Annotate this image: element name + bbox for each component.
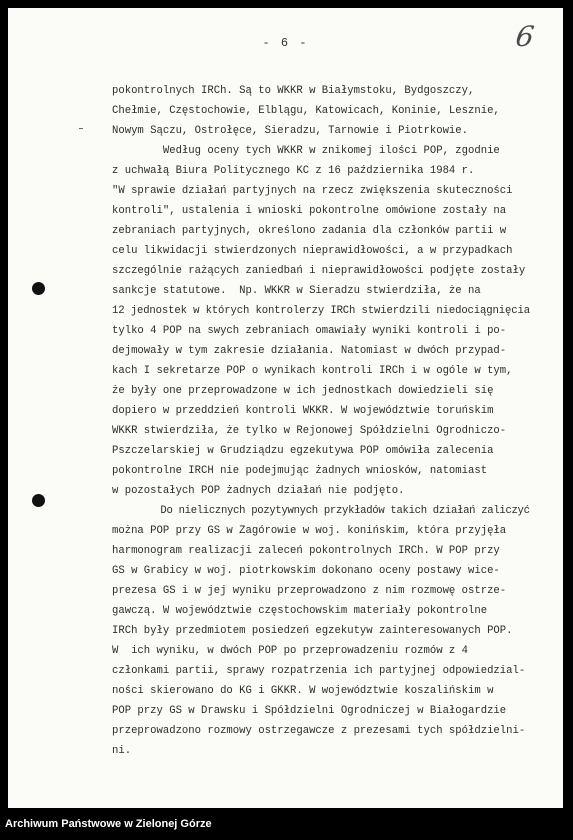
handwritten-page-number: 6 [513,20,537,53]
text-line: przeprowadzono rozmowy ostrzegawcze z prezesami tych spółdzielni- [112,725,526,737]
text-line: kach I sekretarze POP o wynikach kontroli IRCh i w ogóle w tym, [112,365,513,377]
text-line: członkami partii, sprawy rozpatrzenia ich partyjnej odpowiedzial- [112,665,526,677]
text-line: prezesa GS i w jej wyniku przeprowadzono z nim rozmowę ostrze- [112,585,507,597]
archive-footer [0,808,573,840]
text-line: harmonogram realizacji zaleceń pokontrolnych IRCh. W POP przy [112,545,500,557]
text-line: ni. [112,745,132,757]
text-line: dejmowały w tym zakresie działania. Natomiast w dwóch przypad- [112,345,507,357]
margin-mark [79,128,83,129]
text-line: ności skierowano do KG i GKKR. W województwie koszalińskim w [112,685,494,697]
text-line: GS w Grabicy w woj. piotrkowskim dokonano oceny postawy wice- [112,565,500,577]
text-line: Nowym Sączu, Ostrołęce, Sieradzu, Tarnowie i Piotrkowie. [112,125,469,137]
text-line: kontroli", ustalenia i wnioski pokontrolne omówione zostały na [112,205,507,217]
punch-hole-bottom [32,494,45,507]
text-line: zebraniach partyjnych, określono zadania dla członków partii w [112,225,507,237]
body-text [112,81,530,761]
text-line: pokontrolnych IRCh. Są to WKKR w Białymstoku, Bydgoszczy, [112,85,475,97]
text-line: 12 jednostek w których kontrolerzy IRCh stwierdzili niedociągnięcia [112,305,530,317]
punch-hole-top [32,282,45,295]
document-page [8,8,563,808]
text-line: Chełmie, Częstochowie, Elblągu, Katowicach, Koninie, Lesznie, [112,105,500,117]
text-line: tylko 4 POP na swych zebraniach omawiały wyniki kontroli i po- [112,325,507,337]
text-line: "W sprawie działań partyjnych na rzecz zwiększenia skuteczności [112,185,513,197]
page-number: - 6 - [262,36,309,50]
text-line: sankcje statutowe. Np. WKKR w Sieradzu stwierdziła, że na [112,285,481,297]
text-line: Według oceny tych WKKR w znikomej ilości POP, zgodnie [112,145,500,157]
text-line: celu likwidacji stwierdzonych nieprawidłowości, a w przypadkach [112,245,513,257]
text-line: gawczą. W województwie częstochowskim materiały pokontrolne [112,605,488,617]
text-line: dopiero w przeddzień kontroli WKKR. W województwie toruńskim [112,405,494,417]
archive-name: Archiwum Państwowe w Zielonej Górze [5,818,212,830]
text-line: W ich wyniku, w dwóch POP po przeprowadzeniu rozmów z 4 [112,645,469,657]
text-line: szczególnie rażących zaniedbań i nieprawidłowości podjęte zostały [112,265,526,277]
text-line: że były one przeprowadzone w ich jednostkach dowiedzieli się [112,385,494,397]
text-line: Do nielicznych pozytywnych przykładów takich działań zaliczyć [112,505,530,517]
text-line: z uchwałą Biura Politycznego KC z 16 października 1984 r. [112,165,475,177]
text-line: Pszczelarskiej w Grudziądzu egzekutywa POP omówiła zalecenia [112,445,494,457]
text-line: IRCh były przedmiotem posiedzeń egzekutyw zainteresowanych POP. [112,625,513,637]
text-line: pokontrolne IRCH nie podejmując żadnych wniosków, natomiast [112,465,488,477]
text-line: WKKR stwierdziła, że tylko w Rejonowej Spółdzielni Ogrodniczo- [112,425,507,437]
text-line: w pozostałych POP żadnych działań nie podjęto. [112,485,405,497]
text-line: można POP przy GS w Zagórowie w woj. konińskim, która przyjęła [112,525,507,537]
text-line: POP przy GS w Drawsku i Spółdzielni Ogrodniczej w Białogardzie [112,705,507,717]
